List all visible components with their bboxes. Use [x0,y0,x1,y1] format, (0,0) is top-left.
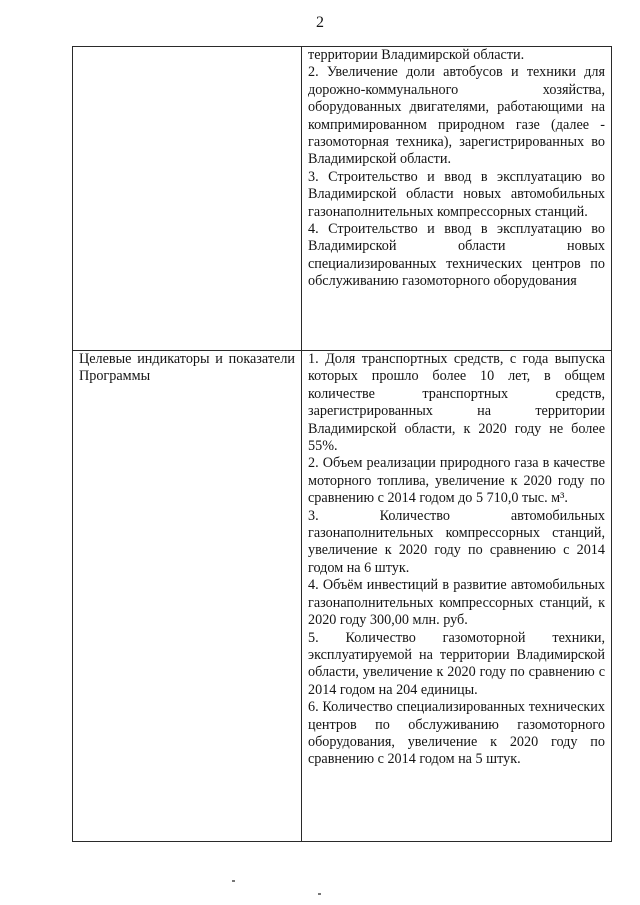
task-item-4: 4. Строительство и ввод в эксплуатацию во Владимирской области новых специализированных технических центров по обслуживанию газомоторного оборудования [308,221,605,290]
indicators-label: Целевые индикаторы и показатели Программы [79,351,295,385]
indicator-item-2: 2. Объем реализации природного газа в качестве моторного топлива, увеличение к 2020 году по сравнению с 2014 годом до 5 710,0 тыс. м³. [308,455,605,507]
indicator-item-4: 4. Объём инвестиций в развитие автомобильных газонаполнительных компрессорных станций, к 2020 году 300,00 млн. руб. [308,577,605,629]
table-cell-indicators [302,351,612,842]
table-cell-label-empty [73,47,302,351]
indicator-item-6: 6. Количество специализированных технических центров по обслуживанию газомоторного оборудования, увеличение к 2020 году по сравнению с 2014 годом на 5 штук. [308,699,605,768]
indicator-item-5: 5. Количество газомоторной техники, эксплуатируемой на территории Владимирской области, увеличение к 2020 году по сравнению с 2014 годом на 204 единицы. [308,629,605,698]
task-item-2: 2. Увеличение доли автобусов и техники для дорожно-коммунального хозяйства, оборудованных двигателями, работающими на компримированном природном газе (далее - газомоторная техника), зарегистрированных во Владимирской области. [308,64,605,168]
indicator-item-1: 1. Доля транспортных средств, с года выпуска которых прошло более 10 лет, в общем количестве транспортных средств, зарегистрированных на территории Владимирской области, к 2020 году не более 55%. [308,351,605,455]
indicator-item-3: 3. Количество автомобильных газонаполнительных компрессорных станций, увеличение к 2020 году по сравнению с 2014 годом на 6 штук. [308,507,605,576]
table-cell-label [73,351,302,842]
page-number: 2 [316,14,324,31]
scan-speck [232,880,235,882]
table-row-tasks [73,47,612,351]
table-cell-tasks [302,47,612,351]
scan-speck [318,893,321,895]
program-passport-table [72,46,612,842]
task-item-1-continued: территории Владимирской области. [308,47,525,63]
table-row-indicators [73,351,612,842]
task-item-3: 3. Строительство и ввод в эксплуатацию во Владимирской области новых автомобильных газонаполнительных компрессорных станций. [308,168,605,220]
